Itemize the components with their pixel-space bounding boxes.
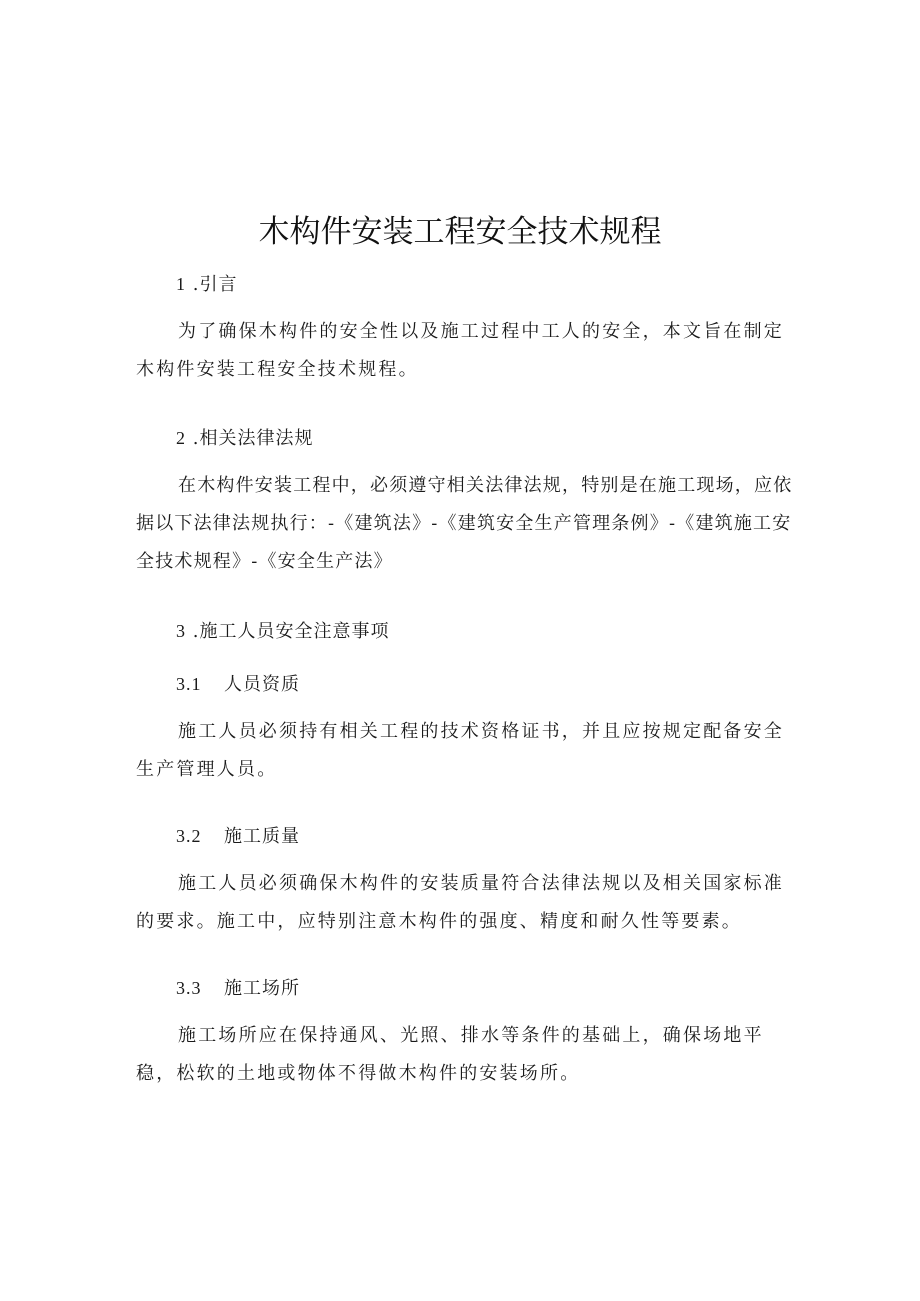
section-3-3-paragraph: 施工场所应在保持通风、光照、排水等条件的基础上，确保场地平稳，松软的土地或物体不得做木构件的安装场所。 <box>136 1025 764 1084</box>
section-2-number: 2 <box>176 428 186 448</box>
section-3-2-heading <box>176 822 300 848</box>
section-3-1-title: 人员资质 <box>224 674 300 695</box>
section-3-2-number: 3.2 <box>176 826 202 846</box>
section-1-paragraph: 为了确保木构件的安全性以及施工过程中工人的安全，本文旨在制定木构件安装工程安全技术规程。 <box>136 321 784 380</box>
section-2-heading <box>176 424 313 450</box>
section-3-title: .施工人员安全注意事项 <box>186 621 390 642</box>
document-title: 木构件安装工程安全技术规程 <box>258 214 662 250</box>
section-2-title: .相关法律法规 <box>186 428 314 449</box>
section-3-3-heading <box>176 974 300 1000</box>
section-3-1-number: 3.1 <box>176 674 202 694</box>
section-3-number: 3 <box>176 621 186 641</box>
section-3-2-paragraph: 施工人员必须确保木构件的安装质量符合法律法规以及相关国家标准的要求。施工中，应特别注意木构件的强度、精度和耐久性等要素。 <box>136 873 784 932</box>
section-1-number: 1 <box>176 274 186 294</box>
section-1-heading <box>176 270 237 296</box>
section-3-heading <box>176 617 389 643</box>
section-3-3-title: 施工场所 <box>224 978 300 999</box>
section-3-1-heading <box>176 670 300 696</box>
section-3-3-number: 3.3 <box>176 978 202 998</box>
section-2-paragraph: 在木构件安装工程中，必须遵守相关法律法规，特别是在施工现场，应依据以下法律法规执行：-《建筑法》-《建筑安全生产管理条例》-《建筑施工安全技术规程》-《安全生产法》 <box>136 475 793 572</box>
section-1-title: .引言 <box>186 274 238 295</box>
section-3-1-paragraph: 施工人员必须持有相关工程的技术资格证书，并且应按规定配备安全生产管理人员。 <box>136 721 784 780</box>
section-3-2-title: 施工质量 <box>224 826 300 847</box>
